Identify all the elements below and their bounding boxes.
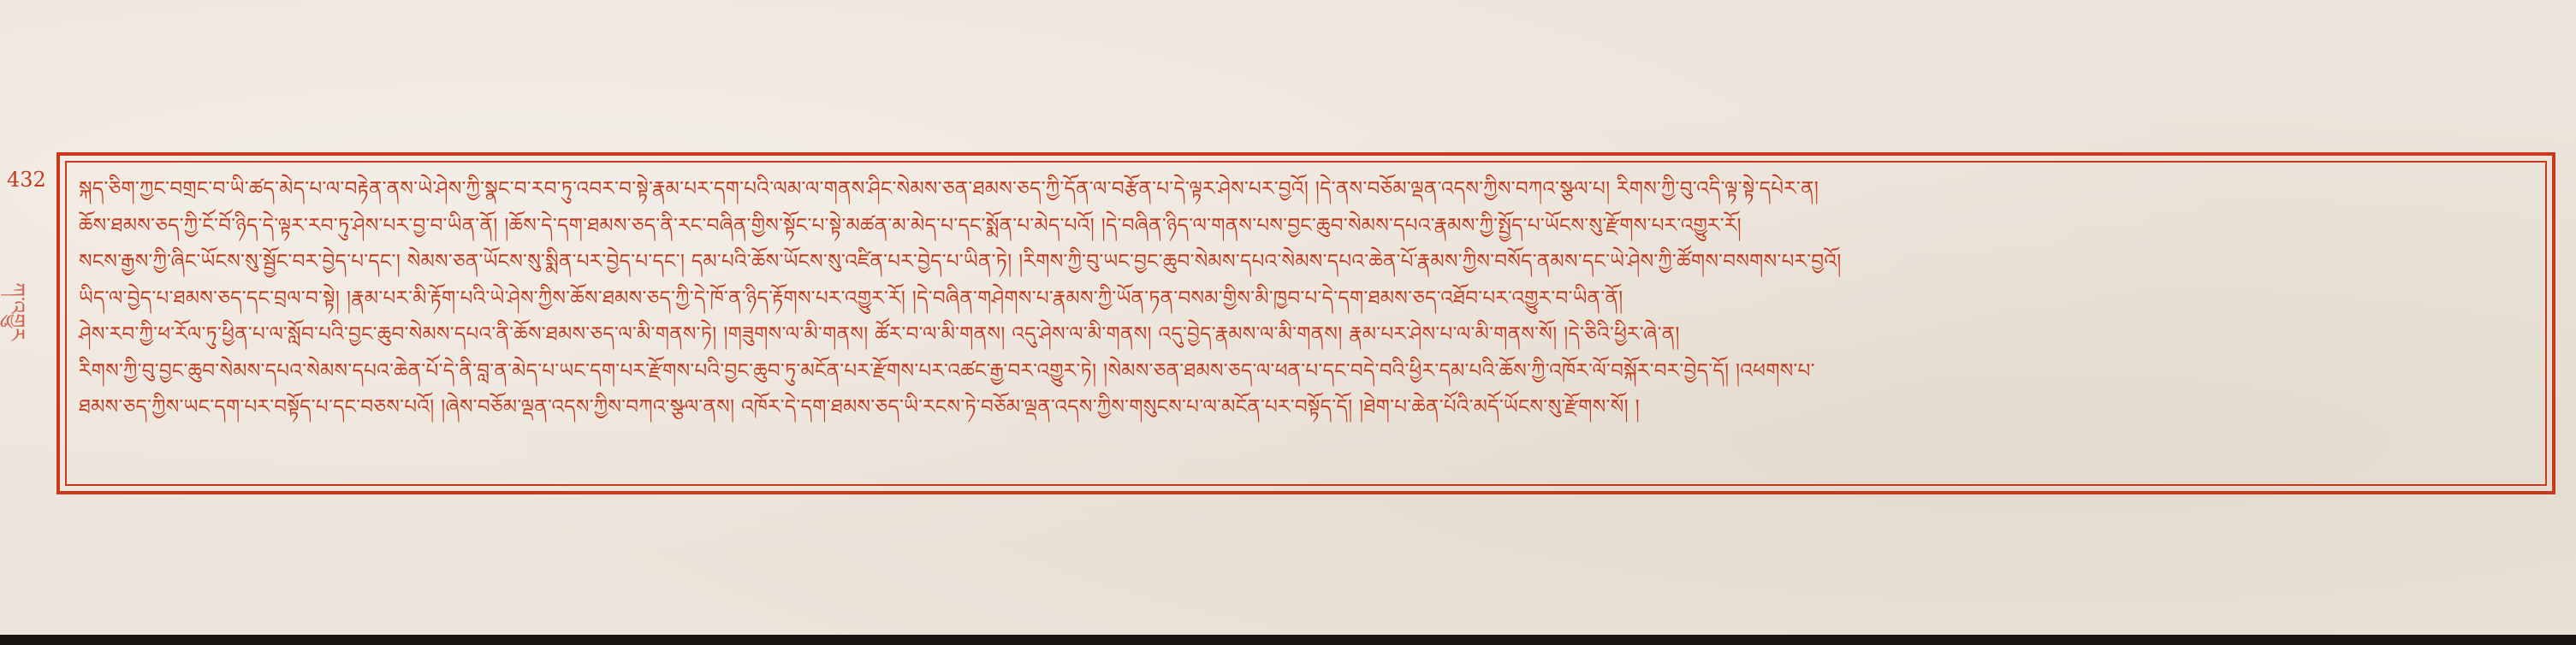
margin-label: ཀ་འགྱུར	[5, 282, 29, 341]
text-line-5: ཤེས་རབ་ཀྱི་ཕ་རོལ་ཏུ་ཕྱིན་པ་ལ་སློབ་པའི་བྱང་ཆུབ་སེམས་དཔའ་ནི་ཆོས་ཐམས་ཅད་ལ་མི་གནས་ཏེ། །གཟུགས་ལ་མི་གནས། ཚོར་བ་ལ་མི་གནས། འདུ་ཤེས་ལ་མི་གནས། འདུ་བྱེད་རྣམས་ལ་མི་གནས། རྣམ་པར་ཤེས་པ་ལ་མི་གནས་སོ། །དེ་ཅིའི་ཕྱིར་ཞེ་ན།	[79, 323, 1680, 346]
text-line-3: སངས་རྒྱས་ཀྱི་ཞིང་ཡོངས་སུ་སྦྱོང་བར་བྱེད་པ་དང་། སེམས་ཅན་ཡོངས་སུ་སྨིན་པར་བྱེད་པ་དང་། དམ་པའི་ཆོས་ཡོངས་སུ་འཛིན་པར་བྱེད་པ་ཡིན་ཏེ། །རིགས་ཀྱི་བུ་ཡང་བྱང་ཆུབ་སེམས་དཔའ་སེམས་དཔའ་ཆེན་པོ་རྣམས་ཀྱིས་བསོད་ནམས་དང་ཡེ་ཤེས་ཀྱི་ཚོགས་བསགས་པར་བྱའོ།	[79, 251, 1842, 273]
text-frame-inner	[65, 161, 2547, 486]
page-number: 432	[7, 168, 46, 192]
text-line-2: ཆོས་ཐམས་ཅད་ཀྱི་ངོ་བོ་ཉིད་དེ་ལྟར་རབ་ཏུ་ཤེས་པར་བྱ་བ་ཡིན་ནོ། །ཆོས་དེ་དག་ཐམས་ཅད་ནི་རང་བཞིན་གྱིས་སྟོང་པ་སྟེ་མཚན་མ་མེད་པ་དང་སྨོན་པ་མེད་པའོ། །དེ་བཞིན་ཉིད་ལ་གནས་པས་བྱང་ཆུབ་སེམས་དཔའ་རྣམས་ཀྱི་སྤྱོད་པ་ཡོངས་སུ་རྫོགས་པར་འགྱུར་རོ།	[79, 214, 1742, 237]
text-line-1: སྐད་ཅིག་ཀྱང་བགྲང་བ་ཡི་ཚད་མེད་པ་ལ་བརྟེན་ནས་ཡེ་ཤེས་ཀྱི་སྣང་བ་རབ་ཏུ་འབར་བ་སྟེ་རྣམ་པར་དག་པའི་ལམ་ལ་གནས་ཤིང་སེམས་ཅན་ཐམས་ཅད་ཀྱི་དོན་ལ་བརྩོན་པ་དེ་ལྟར་ཤེས་པར་བྱའོ། །དེ་ནས་བཅོམ་ལྡན་འདས་ཀྱིས་བཀའ་སྩལ་པ། རིགས་ཀྱི་བུ་འདི་ལྟ་སྟེ་དཔེར་ན།	[79, 178, 1819, 200]
text-line-7: ཐམས་ཅད་ཀྱིས་ཡང་དག་པར་བསྟོད་པ་དང་བཅས་པའོ། །ཞེས་བཅོམ་ལྡན་འདས་ཀྱིས་བཀའ་སྩལ་ནས། འཁོར་དེ་དག་ཐམས་ཅད་ཡི་རངས་ཏེ་བཅོམ་ལྡན་འདས་ཀྱིས་གསུངས་པ་ལ་མངོན་པར་བསྟོད་དོ། །ཐེག་པ་ཆེན་པོའི་མདོ་ཡོངས་སུ་རྫོགས་སོ། །	[79, 396, 1640, 418]
text-frame-outer	[56, 152, 2555, 494]
scan-bottom-edge	[0, 635, 2576, 645]
text-line-6: རིགས་ཀྱི་བུ་བྱང་ཆུབ་སེམས་དཔའ་སེམས་དཔའ་ཆེན་པོ་དེ་ནི་བླ་ན་མེད་པ་ཡང་དག་པར་རྫོགས་པའི་བྱང་ཆུབ་ཏུ་མངོན་པར་རྫོགས་པར་འཚང་རྒྱ་བར་འགྱུར་ཏེ། །སེམས་ཅན་ཐམས་ཅད་ལ་ཕན་པ་དང་བདེ་བའི་ཕྱིར་དམ་པའི་ཆོས་ཀྱི་འཁོར་ལོ་བསྐོར་བར་བྱེད་དོ། །འཕགས་པ་	[79, 359, 1815, 382]
text-line-4: ཡིད་ལ་བྱེད་པ་ཐམས་ཅད་དང་བྲལ་བ་སྟེ། །རྣམ་པར་མི་རྟོག་པའི་ཡེ་ཤེས་ཀྱིས་ཆོས་ཐམས་ཅད་ཀྱི་དེ་ཁོ་ན་ཉིད་རྟོགས་པར་འགྱུར་རོ། །དེ་བཞིན་གཤེགས་པ་རྣམས་ཀྱི་ཡོན་ཏན་བསམ་གྱིས་མི་ཁྱབ་པ་དེ་དག་ཐམས་ཅད་འཐོབ་པར་འགྱུར་བ་ཡིན་ནོ།	[79, 287, 1623, 310]
